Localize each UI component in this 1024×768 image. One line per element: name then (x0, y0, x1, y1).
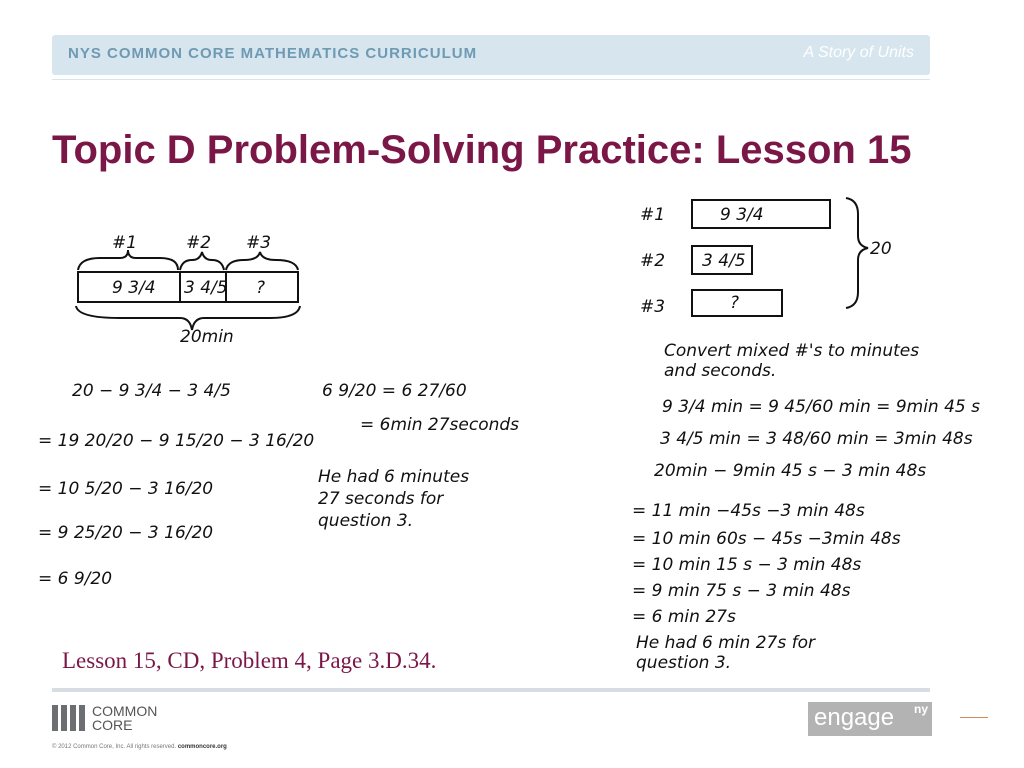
right-step-1: 20min − 9min 45 s − 3 min 48s (654, 461, 927, 481)
left-step-3: = 10 5/20 − 3 16/20 (38, 479, 214, 499)
left-step-4: = 9 25/20 − 3 16/20 (38, 523, 214, 543)
left-step-2: = 19 20/20 − 9 15/20 − 3 16/20 (38, 431, 315, 451)
right-label-1: #1 (640, 205, 666, 225)
right-bar-value-1: 9 3/4 (720, 205, 764, 225)
copyright-notice (52, 744, 227, 750)
engageny-logo (808, 702, 932, 736)
right-bar-value-2: 3 4/5 (702, 251, 746, 271)
left-answer-3: question 3. (318, 511, 414, 531)
left-step-1: 20 − 9 3/4 − 3 4/5 (72, 381, 231, 401)
left-answer-2: 27 seconds for (318, 489, 444, 509)
right-answer-1: He had 6 min 27s for (636, 633, 815, 653)
right-step-6: = 6 min 27s (632, 607, 736, 627)
problem-caption: Lesson 15, CD, Problem 4, Page 3.D.34. (62, 648, 437, 673)
engage-ny-superscript: ny (913, 702, 928, 716)
left-tape-value-1: 9 3/4 (112, 278, 156, 298)
slide-title: Topic D Problem-Solving Practice: Lesson 15 (52, 128, 912, 172)
left-total: 20min (180, 327, 234, 347)
logo-line-1: COMMON (92, 703, 158, 719)
left-label-2: #2 (186, 233, 212, 253)
curriculum-label: NYS COMMON CORE MATHEMATICS CURRICULUM (68, 45, 478, 62)
footer-divider (52, 688, 930, 692)
right-conversion-2: 3 4/5 min = 3 48/60 min = 3min 48s (660, 429, 973, 449)
copyright-link[interactable]: commoncore.org (177, 744, 227, 750)
logo-line-2: CORE (92, 717, 133, 733)
right-brace (846, 198, 868, 308)
left-label-3: #3 (246, 233, 272, 253)
left-answer-1: He had 6 minutes (318, 467, 470, 487)
left-label-1: #1 (112, 233, 138, 253)
common-core-logo (52, 705, 192, 737)
copyright-text: © 2012 Common Core, Inc. All rights reserved. (52, 744, 177, 750)
module-label: A Story of Units (803, 44, 914, 61)
left-conversion-1: 6 9/20 = 6 27/60 (322, 381, 467, 401)
right-conversion-1: 9 3/4 min = 9 45/60 min = 9min 45 s (662, 397, 980, 417)
right-step-3: = 10 min 60s − 45s −3min 48s (632, 529, 901, 549)
left-step-5: = 6 9/20 (38, 569, 113, 589)
left-tape-value-3: ? (256, 278, 266, 298)
common-core-wordmark (92, 704, 157, 732)
right-step-5: = 9 min 75 s − 3 min 48s (632, 581, 851, 601)
right-label-3: #3 (640, 297, 666, 317)
left-tape-value-2: 3 4/5 (184, 278, 228, 298)
engage-wordmark: engage (814, 704, 895, 731)
right-intro-2: and seconds. (664, 361, 777, 381)
right-step-2: = 11 min −45s −3 min 48s (632, 501, 865, 521)
accent-line (960, 717, 988, 718)
right-label-2: #2 (640, 251, 666, 271)
right-bar-value-3: ? (730, 293, 740, 313)
right-answer-2: question 3. (636, 653, 732, 673)
right-step-4: = 10 min 15 s − 3 min 48s (632, 555, 862, 575)
left-conversion-2: = 6min 27seconds (360, 415, 520, 435)
right-intro-1: Convert mixed #'s to minutes (664, 341, 920, 361)
right-total: 20 (870, 239, 892, 259)
